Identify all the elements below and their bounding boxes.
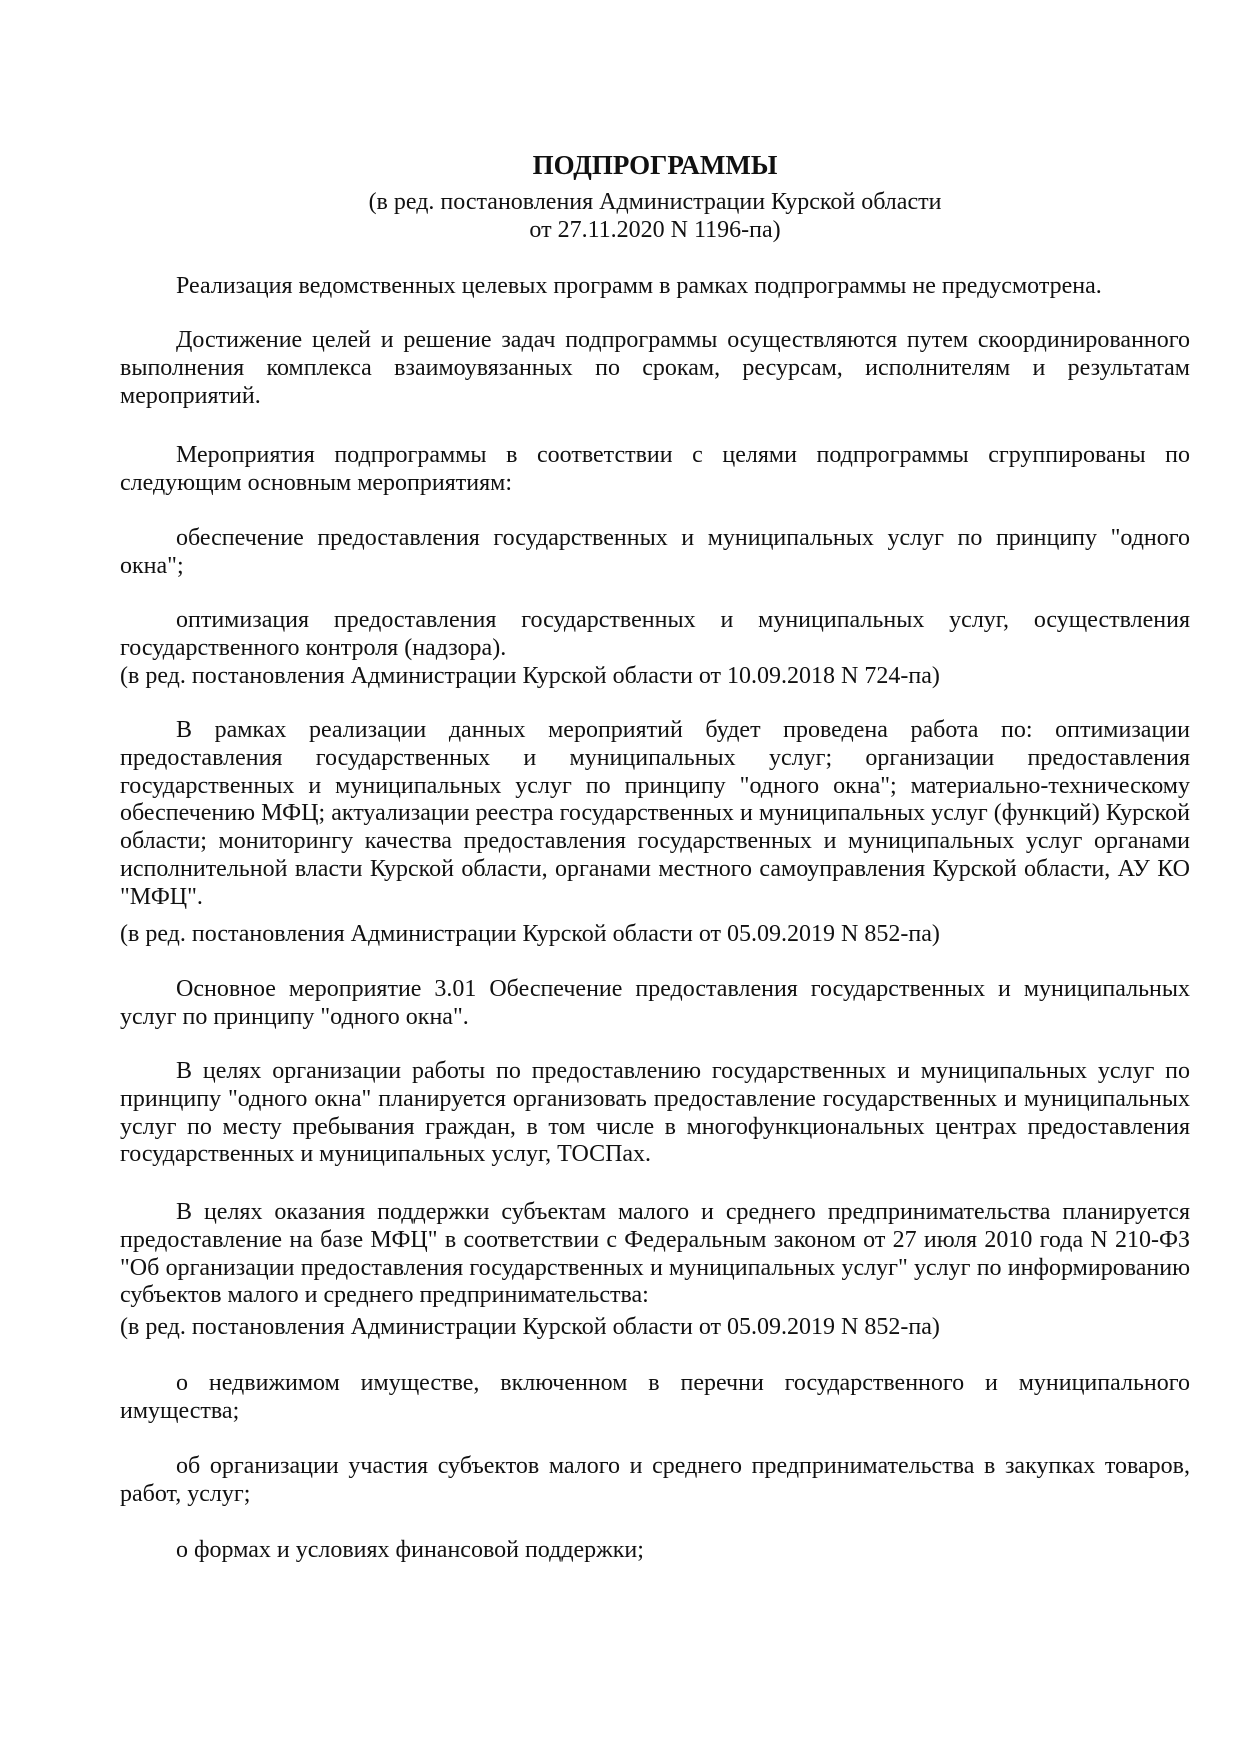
paragraph: В целях оказания поддержки субъектам малого и среднего предпринимательства планируется предоставление на базе МФЦ" в соответствии с Федеральным законом от 27 июля 2010 года N 210-ФЗ "Об организации предоставления государственных и муниципальных услуг" услуг по информированию субъектов малого и среднего предпринимательства: bbox=[120, 1199, 1190, 1309]
amendment-note: (в ред. постановления Администрации Курской области от 10.09.2018 N 724-па) bbox=[120, 663, 940, 689]
paragraph: Реализация ведомственных целевых программ в рамках подпрограммы не предусмотрена. bbox=[176, 273, 1102, 299]
paragraph: В рамках реализации данных мероприятий будет проведена работа по: оптимизации предоставления государственных и муниципальных услуг; организации предоставления государственных и муниципальных услуг по принципу "одного окна"; материально-техническому обеспечению МФЦ; актуализации реестра государственных и муниципальных услуг (функций) Курской области; мониторингу качества предоставления государственных и муниципальных услуг органами исполнительной власти Курской области, органами местного самоуправления Курской области, АУ КО "МФЦ". bbox=[120, 717, 1190, 910]
paragraph: Достижение целей и решение задач подпрограммы осуществляются путем скоординированного выполнения комплекса взаимоувязанных по срокам, ресурсам, исполнителям и результатам мероприятий. bbox=[120, 327, 1190, 409]
paragraph: обеспечение предоставления государственных и муниципальных услуг по принципу "одного окна"; bbox=[120, 525, 1190, 579]
subtitle-line: от 27.11.2020 N 1196-па) bbox=[529, 217, 781, 243]
amendment-note: (в ред. постановления Администрации Курской области от 05.09.2019 N 852-па) bbox=[120, 1314, 940, 1340]
amendment-note: (в ред. постановления Администрации Курской области от 05.09.2019 N 852-па) bbox=[120, 921, 940, 947]
document-title: ПОДПРОГРАММЫ bbox=[532, 150, 778, 180]
paragraph: о недвижимом имуществе, включенном в перечни государственного и муниципального имущества; bbox=[120, 1370, 1190, 1424]
paragraph: В целях организации работы по предоставлению государственных и муниципальных услуг по принципу "одного окна" планируется организовать предоставление государственных и муниципальных услуг по месту пребывания граждан, в том числе в многофункциональных центрах предоставления государственных и муниципальных услуг, ТОСПах. bbox=[120, 1058, 1190, 1168]
paragraph: Мероприятия подпрограммы в соответствии с целями подпрограммы сгруппированы по следующим основным мероприятиям: bbox=[120, 442, 1190, 496]
paragraph: об организации участия субъектов малого и среднего предпринимательства в закупках товаров, работ, услуг; bbox=[120, 1453, 1190, 1507]
paragraph: о формах и условиях финансовой поддержки; bbox=[176, 1537, 644, 1563]
paragraph: Основное мероприятие 3.01 Обеспечение предоставления государственных и муниципальных услуг по принципу "одного окна". bbox=[120, 976, 1190, 1030]
subtitle-line: (в ред. постановления Администрации Курской области bbox=[368, 189, 942, 215]
paragraph: оптимизация предоставления государственных и муниципальных услуг, осуществления государственного контроля (надзора). bbox=[120, 607, 1190, 661]
